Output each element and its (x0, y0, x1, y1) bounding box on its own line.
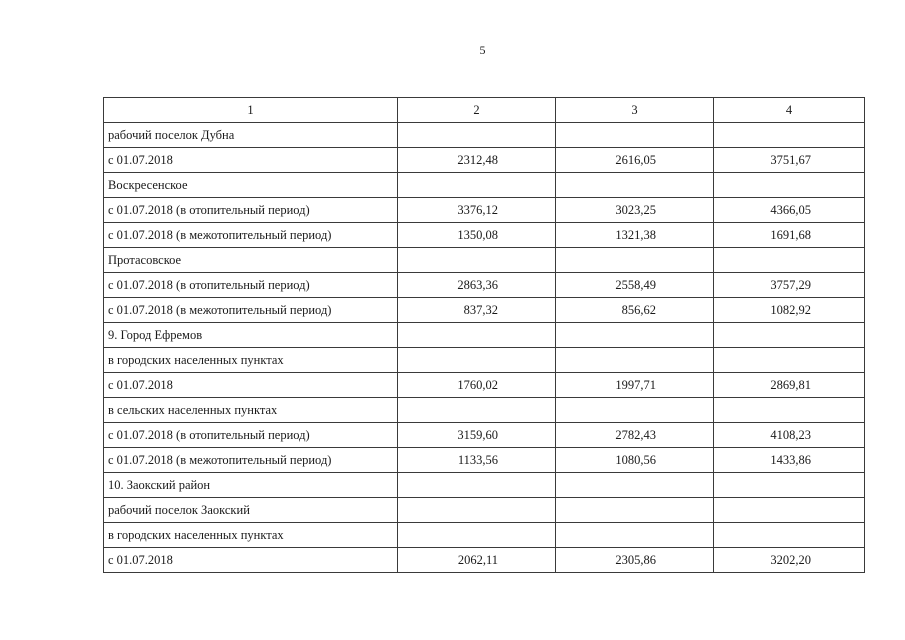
value-cell-col4: 2869,81 (714, 373, 865, 398)
table-row (104, 423, 865, 448)
value-cell-col4 (714, 323, 865, 348)
column-header: 2 (398, 98, 556, 123)
table-row (104, 548, 865, 573)
value-cell-col2 (398, 498, 556, 523)
table-row (104, 273, 865, 298)
row-label: с 01.07.2018 (в межотопительный период) (104, 298, 398, 323)
value-cell-col4 (714, 523, 865, 548)
row-label: рабочий поселок Дубна (104, 123, 398, 148)
value-cell-col3: 2782,43 (556, 423, 714, 448)
table-row (104, 198, 865, 223)
row-label: с 01.07.2018 (104, 148, 398, 173)
table-row (104, 373, 865, 398)
value-cell-col3 (556, 348, 714, 373)
value-cell-col3 (556, 173, 714, 198)
row-label: с 01.07.2018 (в межотопительный период) (104, 223, 398, 248)
value-cell-col3: 856,62 (556, 298, 714, 323)
value-cell-col2: 2062,11 (398, 548, 556, 573)
value-cell-col2 (398, 173, 556, 198)
table-row (104, 398, 865, 423)
value-cell-col3: 3023,25 (556, 198, 714, 223)
row-label: 9. Город Ефремов (104, 323, 398, 348)
value-cell-col4: 4366,05 (714, 198, 865, 223)
tariff-table (103, 97, 865, 573)
value-cell-col3: 1321,38 (556, 223, 714, 248)
value-cell-col2: 1133,56 (398, 448, 556, 473)
value-cell-col3: 1080,56 (556, 448, 714, 473)
value-cell-col3: 2305,86 (556, 548, 714, 573)
row-label: с 01.07.2018 (в отопительный период) (104, 198, 398, 223)
value-cell-col4 (714, 248, 865, 273)
row-label: с 01.07.2018 (104, 548, 398, 573)
value-cell-col3 (556, 398, 714, 423)
table-row (104, 223, 865, 248)
value-cell-col4 (714, 348, 865, 373)
row-label: в сельских населенных пунктах (104, 398, 398, 423)
table-row (104, 348, 865, 373)
value-cell-col2: 1760,02 (398, 373, 556, 398)
value-cell-col2: 1350,08 (398, 223, 556, 248)
table-row (104, 148, 865, 173)
value-cell-col2 (398, 123, 556, 148)
table-header-row (104, 98, 865, 123)
value-cell-col4 (714, 473, 865, 498)
value-cell-col4: 3202,20 (714, 548, 865, 573)
value-cell-col2 (398, 523, 556, 548)
value-cell-col3: 2616,05 (556, 148, 714, 173)
value-cell-col4 (714, 173, 865, 198)
row-label: 10. Заокский район (104, 473, 398, 498)
value-cell-col2: 2312,48 (398, 148, 556, 173)
row-label: Воскресенское (104, 173, 398, 198)
value-cell-col4 (714, 498, 865, 523)
row-label: с 01.07.2018 (в межотопительный период) (104, 448, 398, 473)
value-cell-col3 (556, 323, 714, 348)
value-cell-col4: 1433,86 (714, 448, 865, 473)
value-cell-col4: 3757,29 (714, 273, 865, 298)
column-header: 3 (556, 98, 714, 123)
table-row (104, 448, 865, 473)
table-row (104, 473, 865, 498)
value-cell-col2: 3376,12 (398, 198, 556, 223)
value-cell-col3 (556, 498, 714, 523)
value-cell-col4: 1691,68 (714, 223, 865, 248)
row-label: в городских населенных пунктах (104, 523, 398, 548)
value-cell-col2: 2863,36 (398, 273, 556, 298)
value-cell-col2 (398, 473, 556, 498)
value-cell-col4: 1082,92 (714, 298, 865, 323)
value-cell-col4 (714, 123, 865, 148)
table-row (104, 523, 865, 548)
value-cell-col2 (398, 398, 556, 423)
value-cell-col2: 837,32 (398, 298, 556, 323)
column-header: 4 (714, 98, 865, 123)
value-cell-col3 (556, 123, 714, 148)
row-label: с 01.07.2018 (в отопительный период) (104, 273, 398, 298)
value-cell-col3 (556, 523, 714, 548)
table-row (104, 323, 865, 348)
row-label: в городских населенных пунктах (104, 348, 398, 373)
page-number: 5 (479, 43, 486, 57)
value-cell-col2: 3159,60 (398, 423, 556, 448)
row-label: рабочий поселок Заокский (104, 498, 398, 523)
table-row (104, 173, 865, 198)
table-row (104, 498, 865, 523)
value-cell-col3: 1997,71 (556, 373, 714, 398)
value-cell-col4 (714, 398, 865, 423)
row-label: с 01.07.2018 (104, 373, 398, 398)
value-cell-col4: 4108,23 (714, 423, 865, 448)
table-row (104, 248, 865, 273)
column-header: 1 (104, 98, 398, 123)
table-row (104, 298, 865, 323)
value-cell-col3 (556, 248, 714, 273)
row-label: Протасовское (104, 248, 398, 273)
value-cell-col2 (398, 348, 556, 373)
value-cell-col2 (398, 323, 556, 348)
row-label: с 01.07.2018 (в отопительный период) (104, 423, 398, 448)
value-cell-col4: 3751,67 (714, 148, 865, 173)
table-row (104, 123, 865, 148)
value-cell-col3 (556, 473, 714, 498)
value-cell-col2 (398, 248, 556, 273)
value-cell-col3: 2558,49 (556, 273, 714, 298)
